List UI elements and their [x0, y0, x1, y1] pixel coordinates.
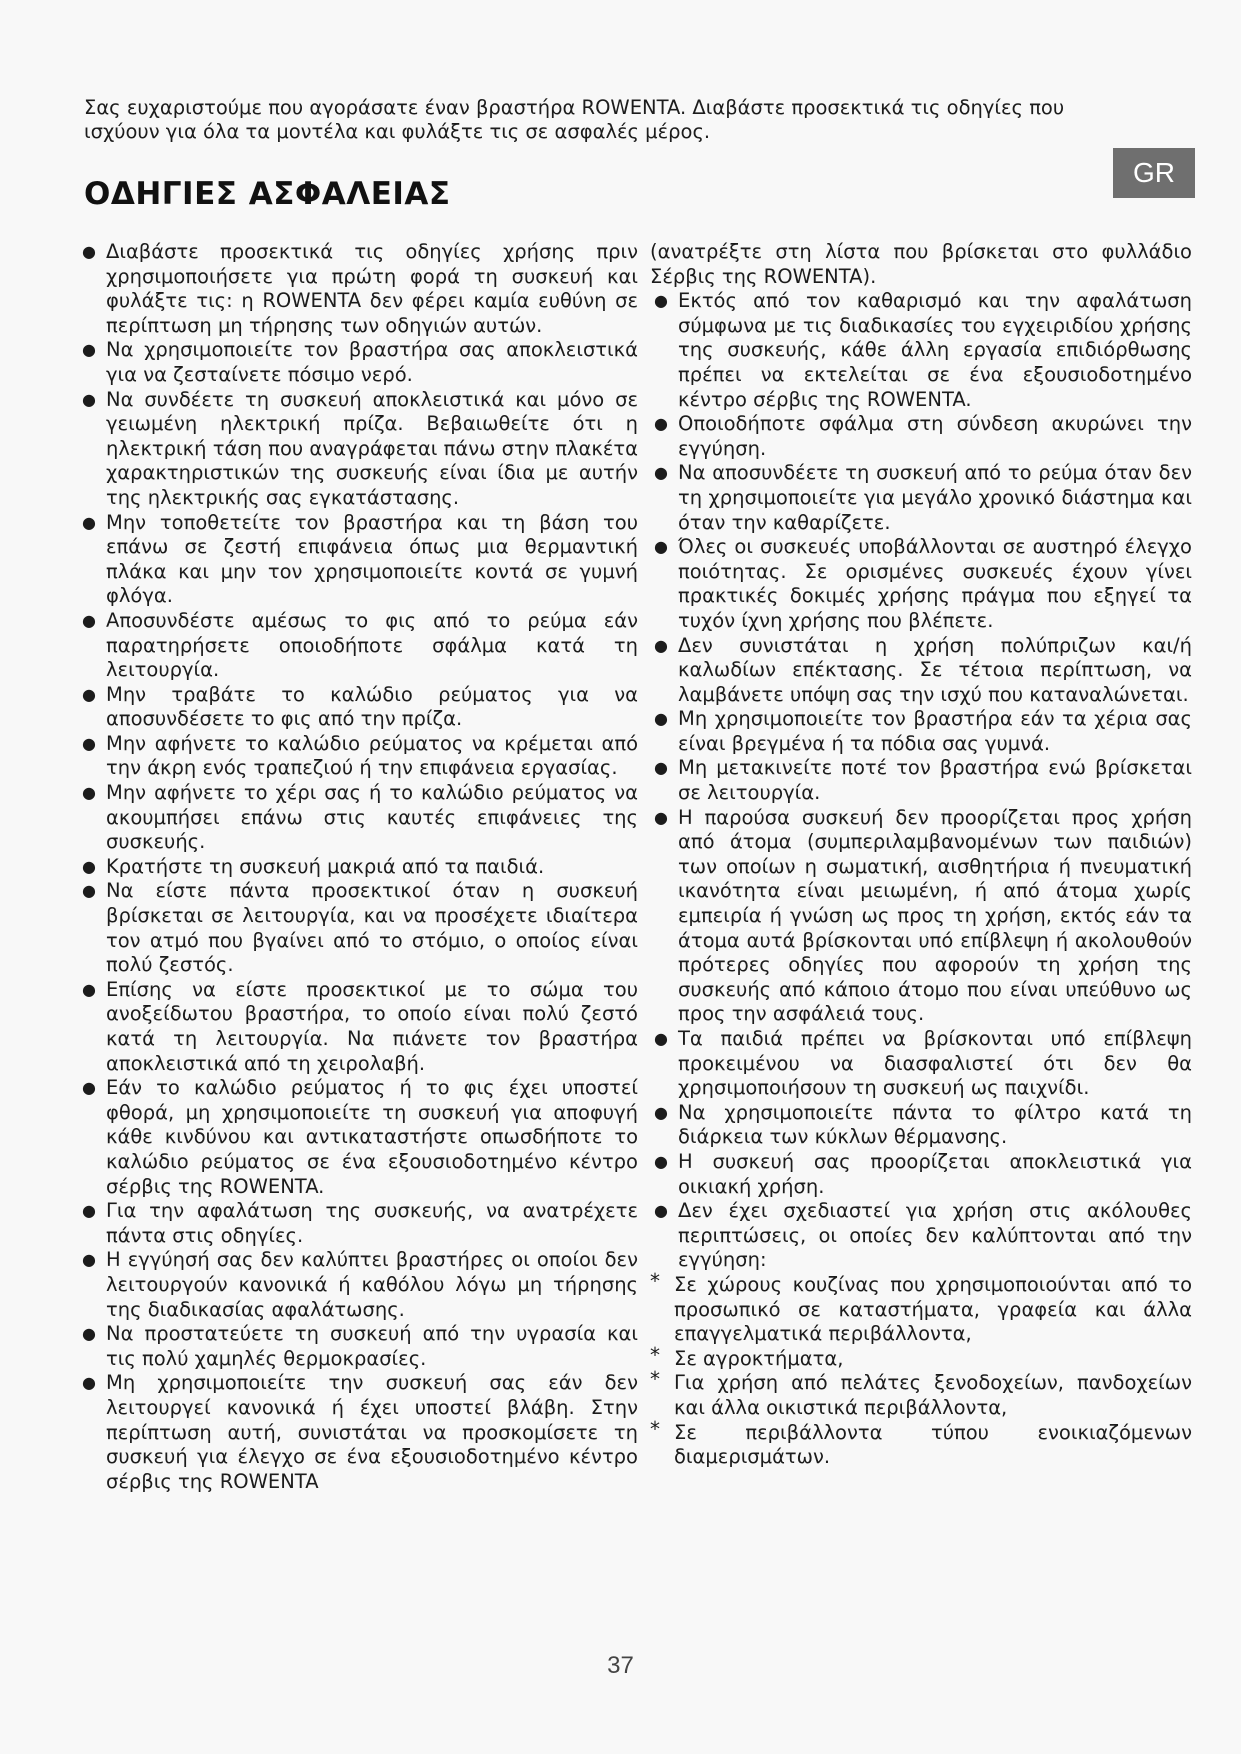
bullet-icon: ●	[82, 684, 96, 704]
bullet-icon: ●	[82, 512, 96, 532]
bullet-icon: ●	[654, 709, 668, 729]
list-item	[78, 609, 638, 683]
left-column	[78, 240, 638, 1494]
sub-list-item	[650, 1342, 1192, 1372]
language-tab: GR	[1113, 148, 1195, 198]
item-text: Μη μετακινείτε ποτέ τον βραστήρα ενώ βρίσκεται σε λειτουργία.	[678, 756, 1192, 805]
bullet-icon: ●	[654, 1151, 668, 1171]
list-item	[78, 781, 638, 855]
bullet-icon: ●	[82, 856, 96, 876]
list-item	[78, 1076, 638, 1199]
list-item	[78, 683, 638, 732]
item-text: Αποσυνδέστε αμέσως το φις από το ρεύμα εάν παρατηρήσετε οποιοδήποτε σφάλμα κατά τη λειτουργία.	[106, 608, 638, 682]
item-text: Εκτός από τον καθαρισμό και την αφαλάτωση σύμφωνα με τις διαδικασίες του εγχειριδίου χρήσης της συσκευής, κάθε άλλη εργασία επιδιόρθωσης πρέπει να εκτελείται σε ένα εξουσιοδοτημένο κέντρο σέρβις της ROWENTA.	[678, 289, 1192, 411]
list-item	[650, 1199, 1192, 1273]
list-item	[650, 1101, 1192, 1150]
sub-list-item	[650, 1367, 1192, 1420]
bullet-icon: ●	[654, 807, 668, 827]
list-item	[78, 1371, 638, 1494]
bullet-icon: ●	[82, 242, 96, 261]
sub-item-text: Σε χώρους κουζίνας που χρησιμοποιούνται από το προσωπικό σε καταστήματα, γραφεία και άλλα επαγγελματικά περιβάλλοντα,	[674, 1272, 1192, 1346]
item-text: Τα παιδιά πρέπει να βρίσκονται υπό επίβλεψη προκειμένου να διασφαλιστεί ότι δεν θα χρησιμοποιήσουν τη συσκευή ως παιχνίδι.	[678, 1027, 1192, 1100]
list-item	[650, 1027, 1192, 1101]
list-item	[650, 1150, 1192, 1199]
item-text: Μη χρησιμοποιείτε την συσκευή σας εάν δεν λειτουργεί κανονικά ή έχει υποστεί βλάβη. Στην περίπτωση αυτή, συνιστάται να προσκομίσετε τη συσκευή για έλεγχο σε ένα εξουσιοδοτημένο κέντρο σέρβις της ROWENTA	[106, 1371, 638, 1493]
bullet-icon: ●	[654, 414, 668, 434]
item-text: Η εγγύησή σας δεν καλύπτει βραστήρες οι οποίοι δεν λειτουργούν κανονικά ή καθόλου λόγω μη τήρησης της διαδικασίας αφαλάτωσης.	[106, 1248, 638, 1321]
list-item	[78, 338, 638, 387]
bullet-icon: ●	[82, 733, 96, 753]
item-text: Η παρούσα συσκευή δεν προορίζεται προς χρήση από άτομα (συμπεριλαμβανομένων των παιδιών) των οποίων η σωματική, αισθητήρια ή πνευματική ικανότητα είναι μειωμένη, ή από άτομα χωρίς εμπειρία ή γνώση ως προς τη χρήση, εκτός εάν τα άτομα αυτά βρίσκονται υπό επίβλεψη ή ακολουθούν πρότερες οδηγίες που αφορούν τη χρήση της συσκευής από κάποιο άτομο που είναι υπεύθυνο ως προς την ασφάλειά τους.	[678, 805, 1192, 1026]
list-item	[78, 879, 638, 977]
sub-item-text: Σε αγροκτήματα,	[674, 1346, 844, 1370]
bullet-icon: ●	[654, 537, 668, 557]
page-number: 37	[607, 1652, 634, 1679]
list-item	[650, 461, 1192, 535]
list-item	[650, 289, 1192, 412]
bullet-icon: ●	[82, 1324, 96, 1344]
bullet-icon: ●	[82, 1250, 96, 1270]
list-item	[650, 634, 1192, 708]
item-text: Κρατήστε τη συσκευή μακριά από τα παιδιά.	[106, 854, 545, 878]
list-item	[650, 806, 1192, 1027]
sub-item-text: Σε περιβάλλοντα τύπου ενοικιαζόμενων διαμερισμάτων.	[674, 1420, 1192, 1469]
list-item	[78, 855, 638, 880]
list-item	[78, 511, 638, 609]
item-text: Να χρησιμοποιείτε τον βραστήρα σας αποκλειστικά για να ζεσταίνετε πόσιμο νερό.	[106, 338, 638, 386]
bullet-icon: ●	[82, 340, 96, 360]
bullet-icon: ●	[82, 1078, 96, 1098]
bullet-icon: ●	[654, 1201, 668, 1221]
item-text: Δεν έχει σχεδιαστεί για χρήση στις ακόλουθες περιπτώσεις, οι οποίες δεν καλύπτονται από την εγγύηση:	[678, 1199, 1192, 1272]
bullet-icon: ●	[654, 758, 668, 778]
bullet-icon: ●	[654, 1029, 668, 1048]
bullet-icon: ●	[654, 291, 668, 311]
asterisk-icon: *	[650, 1416, 660, 1441]
asterisk-icon: *	[650, 1367, 660, 1392]
item-text: Να συνδέετε τη συσκευή αποκλειστικά και μόνο σε γειωμένη ηλεκτρική πρίζα. Βεβαιωθείτε ότι η ηλεκτρική τάση που αναγράφεται πάνω στην πλακέτα χαρακτηριστικών της συσκευής είναι ίδια με αυτήν της ηλεκτρικής σας εγκατάστασης.	[106, 387, 638, 509]
item-text: Μην αφήνετε το καλώδιο ρεύματος να κρέμεται από την άκρη ενός τραπεζιού ή την επιφάνεια εργασίας.	[106, 731, 638, 780]
item-text: Να προστατεύετε τη συσκευή από την υγρασία και τις πολύ χαμηλές θερμοκρασίες.	[106, 1322, 638, 1370]
item-text: Για την αφαλάτωση της συσκευής, να ανατρέχετε πάντα στις οδηγίες.	[106, 1199, 638, 1247]
list-item	[78, 1248, 638, 1322]
bullet-icon: ●	[654, 463, 668, 483]
bullet-icon: ●	[654, 1102, 668, 1122]
bullet-icon: ●	[82, 979, 96, 999]
item-text: Επίσης να είστε προσεκτικοί με το σώμα του ανοξείδωτου βραστήρα, το οποίο είναι πολύ ζεστό κατά τη λειτουργία. Να πιάνετε τον βραστήρα αποκλειστικά από τη χειρολαβή.	[106, 977, 638, 1075]
item-text: Να χρησιμοποιείτε πάντα το φίλτρο κατά τη διάρκεια των κύκλων θέρμανσης.	[678, 1100, 1192, 1149]
bullet-icon: ●	[82, 881, 96, 901]
list-item	[650, 707, 1192, 756]
list-item	[78, 1199, 638, 1248]
item-text: Εάν το καλώδιο ρεύματος ή το φις έχει υποστεί φθορά, μη χρησιμοποιείτε τη συσκευή για αποφυγή κάθε κινδύνου και αντικαταστήστε οπωσδήποτε το καλώδιο ρεύματος σε ένα εξουσιοδοτημένο κέντρο σέρβις της ROWENTA.	[106, 1076, 638, 1198]
item-text: Μη χρησιμοποιείτε τον βραστήρα εάν τα χέρια σας είναι βρεγμένα ή τα πόδια σας γυμνά.	[678, 707, 1192, 755]
sub-list-item	[650, 1268, 1192, 1347]
item-text: Να είστε πάντα προσεκτικοί όταν η συσκευή βρίσκεται σε λειτουργία, και να προσέχετε ιδιαίτερα τον ατμό που βγαίνει από το στόμιο, ο οποίος είναι πολύ ζεστός.	[106, 879, 638, 977]
bullet-icon: ●	[82, 389, 96, 409]
section-heading: ΟΔΗΓΙΕΣ ΑΣΦΑΛΕΙΑΣ	[84, 176, 451, 212]
intro-text: Σας ευχαριστούμε που αγοράσατε έναν βραστήρα ROWENTA. Διαβάστε προσεκτικά τις οδηγίες που ισχύουν για όλα τα μοντέλα και φυλάξτε τις σε ασφαλές μέρος.	[84, 96, 1065, 143]
list-item	[78, 240, 638, 338]
item-text: Οποιοδήποτε σφάλμα στη σύνδεση ακυρώνει την εγγύηση.	[678, 412, 1192, 460]
item-text: Διαβάστε προσεκτικά τις οδηγίες χρήσης πριν χρησιμοποιήσετε για πρώτη φορά τη συσκευή και φυλάξτε τις: η ROWENTA δεν φέρει καμία ευθύνη σε περίπτωση μη τήρησης των οδηγιών αυτών.	[106, 240, 638, 337]
bullet-icon: ●	[82, 783, 96, 803]
sub-item-text: Για χρήση από πελάτες ξενοδοχείων, πανδοχείων και άλλα οικιστικά περιβάλλοντα,	[674, 1371, 1192, 1419]
list-item	[78, 1322, 638, 1371]
item-text: Η συσκευή σας προορίζεται αποκλειστικά για οικιακή χρήση.	[678, 1149, 1192, 1198]
bullet-icon: ●	[82, 1201, 96, 1221]
asterisk-icon: *	[650, 1342, 660, 1367]
right-column	[650, 240, 1192, 1470]
item-text: Μην αφήνετε το χέρι σας ή το καλώδιο ρεύματος να ακουμπήσει επάνω στις καυτές επιφάνειες της συσκευής.	[106, 781, 638, 854]
item-text: Μην τοποθετείτε τον βραστήρα και τη βάση του επάνω σε ζεστή επιφάνεια όπως μια θερμαντική πλάκα και μην τον χρησιμοποιείτε κοντά σε γυμνή φλόγα.	[106, 510, 638, 608]
bullet-icon: ●	[654, 635, 668, 655]
bullet-icon: ●	[82, 610, 96, 630]
item-text: Να αποσυνδέετε τη συσκευή από το ρεύμα όταν δεν τη χρησιμοποιείτε για μεγάλο χρονικό διάστημα και όταν την καθαρίζετε.	[678, 461, 1192, 534]
item-text: Δεν συνιστάται η χρήση πολύπριζων και/ή καλωδίων επέκτασης. Σε τέτοια περίπτωση, να λαμβάνετε υπόψη σας την ισχύ που καταναλώνεται.	[678, 633, 1192, 706]
list-item	[650, 412, 1192, 461]
list-item-continuation: (ανατρέξτε στη λίστα που βρίσκεται στο φυλλάδιο Σέρβις της ROWENTA).	[650, 240, 1192, 288]
sub-list-item	[650, 1416, 1192, 1470]
asterisk-icon: *	[650, 1268, 660, 1293]
list-item	[78, 732, 638, 781]
list-item	[650, 535, 1192, 633]
item-text: Όλες οι συσκευές υποβάλλονται σε αυστηρό έλεγχο ποιότητας. Σε ορισμένες συσκευές έχουν γίνει πρακτικές δοκιμές χρήσης πράγμα που εξηγεί τα τυχόν ίχνη χρήσης που βλέπετε.	[678, 535, 1192, 632]
item-text: Μην τραβάτε το καλώδιο ρεύματος για να αποσυνδέσετε το φις από την πρίζα.	[106, 682, 638, 731]
list-item	[650, 756, 1192, 805]
list-item	[78, 978, 638, 1076]
list-item	[78, 388, 638, 511]
bullet-icon: ●	[82, 1373, 96, 1393]
